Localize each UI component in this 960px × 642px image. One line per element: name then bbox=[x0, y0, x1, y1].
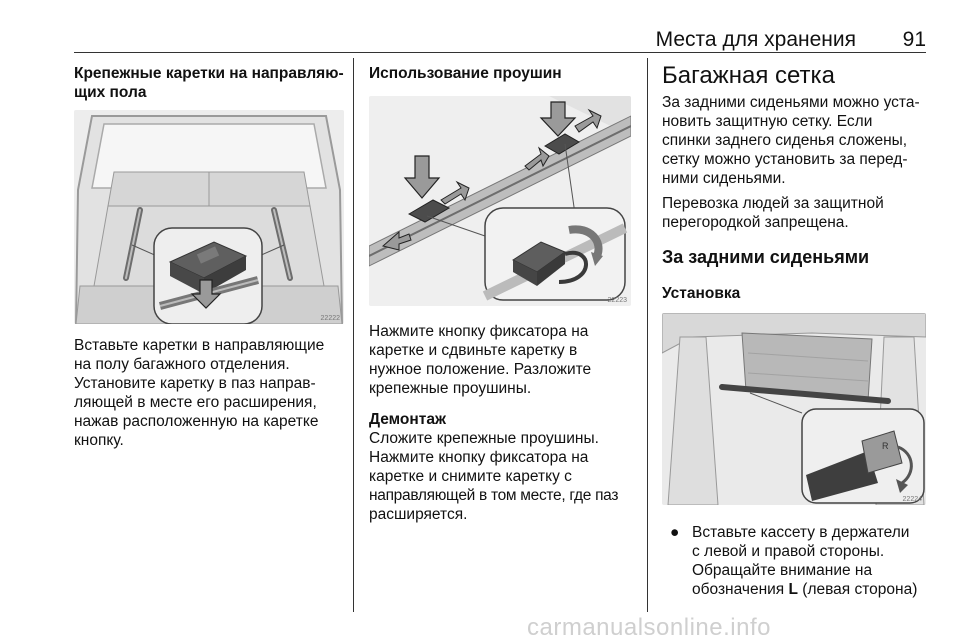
removal-instructions: Сложите крепежные проушины. Нажмите кнопку фиксатора на каретке и снимите каретку с направляющей в том месте, где паз расширяется. bbox=[369, 430, 619, 523]
figure-id: 22222 bbox=[320, 315, 340, 322]
header-divider bbox=[74, 52, 926, 53]
column-divider-1 bbox=[353, 58, 354, 612]
trunk-illustration bbox=[74, 110, 344, 324]
figure-net-cassette bbox=[662, 313, 926, 505]
figure-rail-carriers bbox=[369, 96, 631, 306]
left-side-marker: L bbox=[788, 581, 798, 598]
page-number: 91 bbox=[902, 28, 926, 51]
figure-id: 22224 bbox=[902, 496, 922, 503]
section-heading-carriers: Крепежные каретки на направляю- щих пола bbox=[74, 65, 344, 101]
rail-carrier-illustration bbox=[369, 96, 631, 306]
carrier-instructions: Вставьте каретки в направляющие на полу багажного отделения. Установите каретку в паз направ- ляющей в месте его расширения, нажав расположенную на каретке кнопку. bbox=[74, 337, 325, 449]
figure-marker: R bbox=[882, 441, 889, 451]
column-tie-down-eyes bbox=[369, 64, 639, 524]
figure-id: 22223 bbox=[607, 297, 627, 304]
figure-trunk-rails bbox=[74, 110, 344, 324]
section-heading-eyes: Использование проушин bbox=[369, 65, 562, 82]
install-heading: Установка bbox=[662, 285, 741, 302]
install-step: ● Вставьте кассету в держатели с левой и правой стороны. Обращайте внимание на обозначения L (левая сторона) bbox=[670, 524, 918, 598]
column-divider-2 bbox=[647, 58, 648, 612]
bullet-icon: ● bbox=[670, 524, 680, 541]
removal-heading: Демонтаж bbox=[369, 411, 446, 428]
net-cassette-illustration bbox=[662, 313, 926, 505]
install-step-list bbox=[662, 523, 926, 599]
watermark: carmanualsonline.info bbox=[527, 614, 771, 641]
column-cargo-net bbox=[662, 64, 926, 599]
column-floor-rail-carriers bbox=[74, 64, 344, 450]
page-header bbox=[74, 28, 926, 52]
section-title-cargo-net: Багажная сетка bbox=[662, 62, 835, 89]
cargo-net-warning: Перевозка людей за защитной перегородкой запрещена. bbox=[662, 195, 884, 231]
eyes-instructions: Нажмите кнопку фиксатора на каретке и сдвиньте каретку в нужное положение. Разложите крепежные проушины. bbox=[369, 323, 592, 397]
subsection-title-behind-rear-seats: За задними сиденьями bbox=[662, 247, 870, 267]
page-title: Места для хранения bbox=[655, 28, 856, 51]
cargo-net-intro: За задними сиденьями можно уста- новить защитную сетку. Если спинки заднего сиденья сложены, сетку можно установить за перед- ними сиденьями. bbox=[662, 94, 920, 187]
